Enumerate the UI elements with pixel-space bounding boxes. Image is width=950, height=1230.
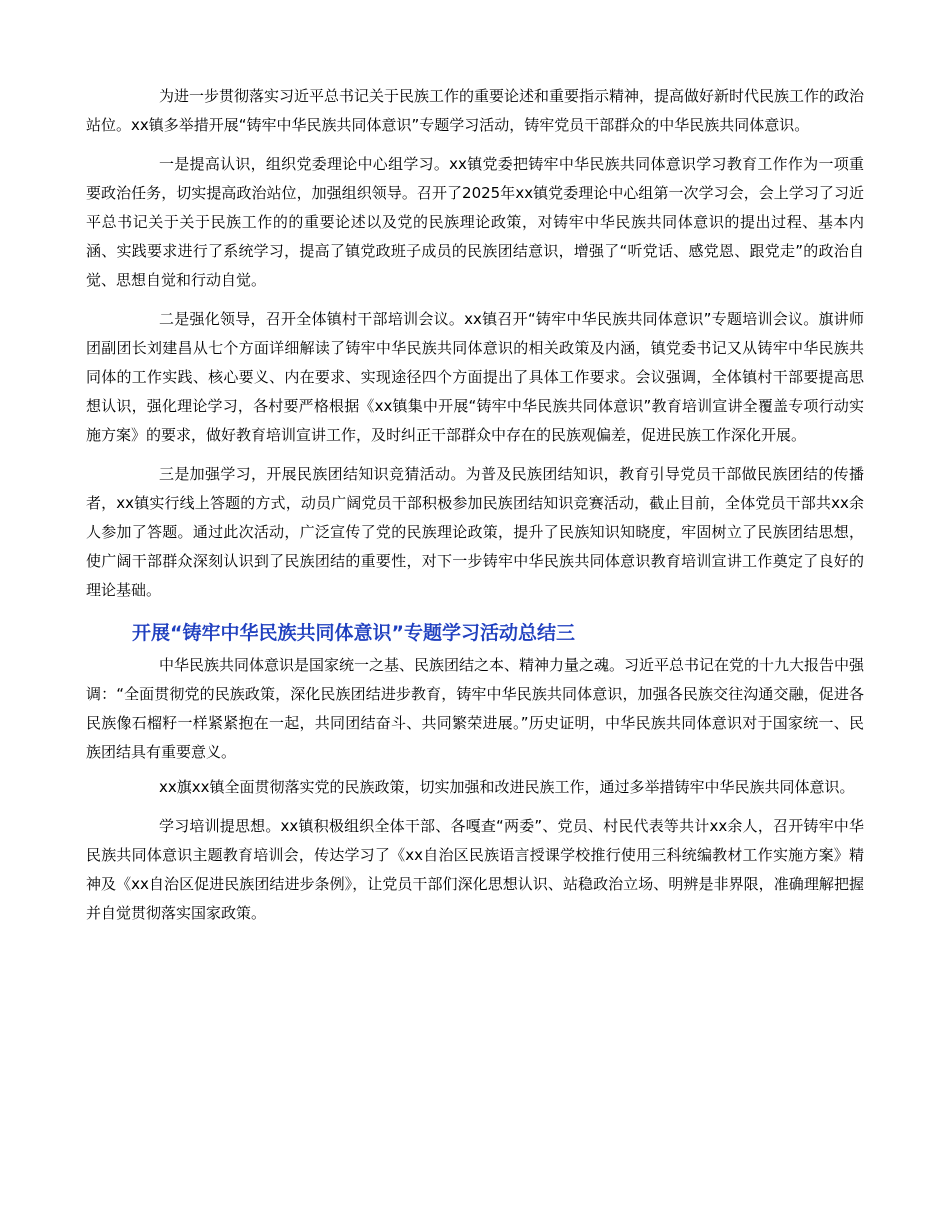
document-page bbox=[86, 82, 864, 938]
paragraph-summary-intro: 中华民族共同体意识是国家统一之基、民族团结之本、精神力量之魂。习近平总书记在党的十九大报告中强调：“全面贯彻党的民族政策，深化民族团结进步教育，铸牢中华民族共同体意识，加强各民族交往沟通交融，促进各民族像石榴籽一样紧紧抱在一起，共同团结奋斗、共同繁荣进展。”历史证明，中华民族共同体意识对于国家统一、民族团结具有重要意义。 bbox=[86, 656, 865, 761]
paragraph-point-two: 二是强化领导，召开全体镇村干部培训会议。xx镇召开“铸牢中华民族共同体意识”专题培训会议。旗讲师团副团长刘建昌从七个方面详细解读了铸牢中华民族共同体意识的相关政策及内涵，镇党委书记又从铸牢中华民族共同体的工作实践、核心要义、内在要求、实现途径四个方面提出了具体工作要求。会议强调，全体镇村干部要提高思想认识，强化理论学习，各村要严格根据《xx镇集中开展“铸牢中华民族共同体意识”教育培训宣讲全覆盖专项行动实施方案》的要求，做好教育培训宣讲工作，及时纠正干部群众中存在的民族观偏差，促进民族工作深化开展。 bbox=[86, 310, 864, 444]
paragraph-point-one: 一是提高认识，组织党委理论中心组学习。xx镇党委把铸牢中华民族共同体意识学习教育工作作为一项重要政治任务，切实提高政治站位，加强组织领导。召开了2025年xx镇党委理论中心组第一次学习会，会上学习了习近平总书记关于关于民族工作的的重要论述以及党的民族理论政策，对铸牢中华民族共同体意识的提出过程、基本内涵、实践要求进行了系统学习，提高了镇党政班子成员的民族团结意识，增强了“听党话、感党恩、跟党走”的政治自觉、思想自觉和行动自觉。 bbox=[86, 155, 864, 289]
paragraph-point-three: 三是加强学习，开展民族团结知识竞猜活动。为普及民族团结知识，教育引导党员干部做民族团结的传播者，xx镇实行线上答题的方式，动员广阔党员干部积极参加民族团结知识竞赛活动，截止目前，全体党员干部共xx余人参加了答题。通过此次活动，广泛宣传了党的民族理论政策，提升了民族知识知晓度，牢固树立了民族团结思想，使广阔干部群众深刻认识到了民族团结的重要性，对下一步铸牢中华民族共同体意识教育培训宣讲工作奠定了良好的理论基础。 bbox=[86, 465, 864, 599]
section-heading: 开展“铸牢中华民族共同体意识”专题学习活动总结三 bbox=[132, 622, 575, 644]
paragraph-intro: 为进一步贯彻落实习近平总书记关于民族工作的重要论述和重要指示精神，提高做好新时代民族工作的政治站位。xx镇多举措开展“铸牢中华民族共同体意识”专题学习活动，铸牢党员干部群众的中华民族共同体意识。 bbox=[86, 87, 865, 134]
paragraph-summary-policy: xx旗xx镇全面贯彻落实党的民族政策，切实加强和改进民族工作，通过多举措铸牢中华民族共同体意识。 bbox=[159, 778, 855, 796]
paragraph-summary-training: 学习培训提思想。xx镇积极组织全体干部、各嘎查“两委”、党员、村民代表等共计xx余人，召开铸牢中华民族共同体意识主题教育培训会，传达学习了《xx自治区民族语言授课学校推行使用三科统编教材工作实施方案》精神及《xx自治区促进民族团结进步条例》，让党员干部们深化思想认识、站稳政治立场、明辨是非界限，准确理解把握并自觉贯彻落实国家政策。 bbox=[86, 817, 864, 922]
